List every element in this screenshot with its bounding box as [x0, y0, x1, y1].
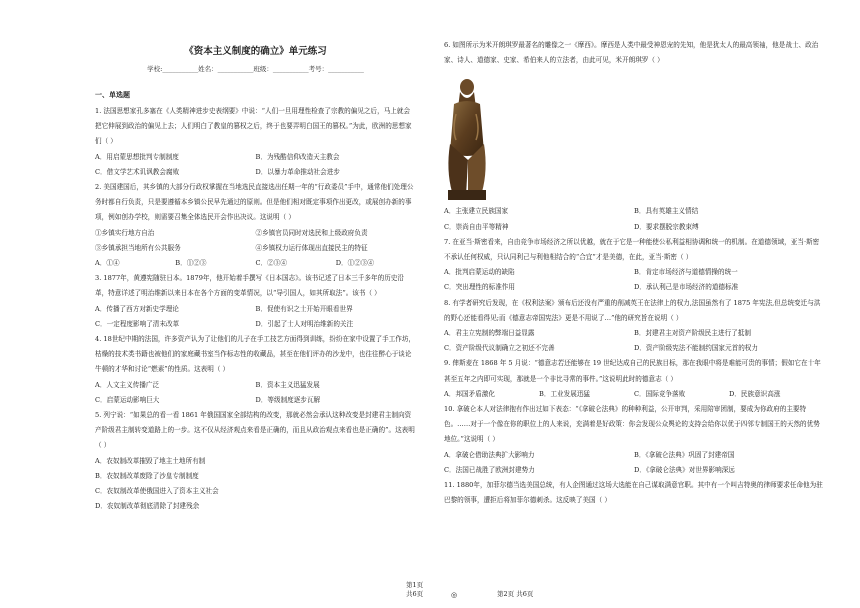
option-b: B．农奴制改革废除了沙皇专制制度 [95, 471, 199, 480]
page-1-footer: 第1页 共6页 [406, 581, 424, 598]
option-c: C．农奴制改革使俄国进入了资本主义社会 [95, 487, 219, 496]
option-a: A．传播了西方对新史学理论 [95, 304, 179, 313]
option-c: C．一定程度影响了清末改革 [95, 319, 180, 328]
option-d: D．资产阶级宪法不能制约国家元首的权力 [634, 344, 758, 353]
statement-1: ①乡镇实行地方自治 [95, 228, 155, 237]
page-1-content [0, 0, 430, 514]
binding-circle-icon: ◎ [451, 591, 458, 599]
page-2-footer: 第2页 共6页 [497, 590, 534, 598]
question-8-options [444, 326, 824, 356]
option-d: D．农奴制改革彻底清除了封建残余 [95, 502, 200, 511]
option-c: C．法国已战胜了欧洲封建势力 [444, 465, 535, 474]
option-c: C．②③④ [255, 259, 287, 268]
option-d: D．民族意识高涨 [729, 389, 781, 398]
option-a: A．拿破仑借助法典扩大影响力 [444, 450, 535, 459]
statement-2: ②乡镇官员同时对选民和上级政府负责 [255, 228, 368, 237]
option-a: A．君主立宪制的弊端日益显露 [444, 329, 535, 338]
option-a: A．用启蒙思想批判专制制度 [95, 152, 179, 161]
option-b: B．为残酷信仰改造天主教会 [255, 152, 340, 161]
student-info-line: 学校:___________姓名：___________班级：___________考号：___________ [147, 65, 364, 73]
option-b: B．具有英雄主义情结 [634, 207, 699, 216]
option-a: A．邦国矛盾激化 [444, 389, 495, 398]
option-c: C．借文学艺术讥讽教会腐败 [95, 167, 180, 176]
question-7-options [444, 265, 824, 295]
question-2-statements [95, 226, 416, 256]
option-a: A．人文主义传播广泛 [95, 380, 160, 389]
option-b: B．资本主义迅猛发展 [255, 380, 320, 389]
exam-page-2 [430, 0, 860, 608]
question-4-options [95, 378, 416, 408]
option-b: B．促使有识之士开始开眼看世界 [255, 304, 353, 313]
option-c: C．崇尚自由平等精神 [444, 222, 509, 231]
question-3-options [95, 302, 416, 332]
question-7: 7. 在亚当·斯密看来，自由竞争市场经济之所以优越，就在于它是一种能使公私利益相协调和统一的机制。在道德领域，亚当·斯密不承认任何权威，只认同利己与利他相结合的“合宜”才是美德，在此，亚当·斯密（ ） [444, 237, 820, 262]
question-3: 3. 1877年，黄遵宪随驻日本。1879年，他开始着手撰写《日本国志》。该书记述了日本三千多年的历史沿革，特意详述了明治维新以来日本在各个方面的变革情况，以“导引国人，如其所取法”。该书（ ） [95, 274, 404, 298]
option-b: B．工业发展迅猛 [539, 389, 591, 398]
statement-4: ④乡镇权力运行体现出直接民主的特征 [255, 243, 368, 252]
option-b: B．①②③ [175, 259, 207, 268]
option-d: D．等级制度逐步瓦解 [255, 395, 321, 404]
question-6: 6. 如图所示为米开朗琪罗最著名的雕像之一《摩西》。摩西是人类中最受神恩宠的先知，他是犹太人的最高领袖，他是战士、政治家、诗人、道德家、史家、希伯来人的立法者，由此可见，米开朗琪罗（ ） [444, 41, 819, 65]
option-d: D．引起了士人对明治维新的关注 [255, 319, 354, 328]
section-heading: 一、单选题 [95, 90, 130, 99]
option-a: A．①④ [95, 259, 120, 268]
question-6-options [444, 204, 824, 234]
question-10-options [444, 448, 824, 478]
question-9: 9. 俾斯麦在 1868 年 5 月说：“德意志若还能够在 19 世纪达成自己的民族目标，那在我眼中将是难能可贵的事情；假如它在十年甚至五年之内即可实现，那就是一个非比寻常的事件。”这说明此时的德意志（ ） [444, 359, 821, 383]
question-1-options [95, 150, 416, 180]
moses-statue-image [444, 74, 490, 202]
option-a: A．批判启蒙运动的缺陷 [444, 268, 515, 277]
option-a: A．主张建立民族国家 [444, 207, 509, 216]
question-10: 10. 拿破仑本人对法律抱有作出过如下表态：“《拿破仑法典》的种种利益，公开审判，采用陪审团制，要成为你政府的主要特色。……对于一个像在你的职位上的人来说，充满着是好政策：你会发现公众舆论的支持会给你以优于四邻专制国王的天然的优势地位。”这说明（ ） [444, 405, 820, 444]
option-b: B．肯定市场经济与道德情操的统一 [634, 268, 738, 277]
option-d: D．要求摆脱宗教束缚 [634, 222, 699, 231]
option-c: C．资产阶级代议制确立之初还不完善 [444, 344, 555, 353]
statement-3: ③乡镇承担当地所有公共服务 [95, 243, 181, 252]
question-5-options [95, 454, 416, 515]
option-b: B．封建君主对资产阶级民主进行了抵制 [634, 329, 751, 338]
question-9-options [444, 387, 824, 402]
option-c: C．国际竞争落败 [634, 389, 686, 398]
exam-title: 《资本主义制度的确立》单元练习 [184, 46, 327, 57]
question-4: 4. 18世纪中期的法国，许多资产认为了让他们的儿子在手工技艺方面得到训练，纷纷在家中设置了手工作坊，枯燥的技术类书籍也被他们的家庭藏书室当作标志性的收藏品，甚至在他们评办的沙龙中，也往往醉心于谈论牛顿的才华和讨论“燃素”的性质。这表明（ ） [95, 335, 416, 374]
question-8: 8. 有学者研究后发现，在《权利法案》颁布后还没有严重的削减英王在法律上的权力,法国虽然有了 1875 年宪法,但总统变迁与洪的野心还能看得见;而《德意志帝国宪法》更是不用说了…”他的研究旨在说明（ ） [444, 298, 821, 322]
question-2: 2. 美国建国后，其乡镇的大部分行政权掌握在当地选民直接选出任期一年的“行政委员”手中，通常他们处理公务时都自行负责，只是要遵循本乡镇公民早先通过的原则。但是他们相对既定事项作出更改，或展创办新的事项，例如创办学校，则需要召集全体选民开会作出决议。这说明（ ） [95, 183, 414, 222]
question-11: 11. 1880年，加菲尔德当选美国总统，有人企图通过这场大选能在自己谋取满意官职。其中有一个叫吉特奥的律师要求任命他为驻巴黎的领事，遭拒后将加菲尔德刺杀。这反映了美国（ ） [444, 481, 823, 505]
question-1: 1. 法国思想家孔多塞在《人类精神进步史表纲要》中说：“人们一旦用理性检查了宗教的偏见之后，马上就会把它伸展到政治的偏见上去；人们明白了教皇的篡权之后，终于也要弄明白国王的篡权。”为此，欧洲的思想家们（ ） [95, 107, 412, 146]
option-d: D．承认利己是市场经济的道德标准 [634, 283, 739, 292]
option-c: C．突出理性的标准作用 [444, 283, 515, 292]
option-d: D．①②③④ [335, 259, 375, 268]
question-5: 5. 列宁说：“如果总的看一看 1861 年俄国国家全部结构的改变，那就必然会承认这种改变是封建君主制向资产阶级君主制转变道路上的一步。这不仅从经济观点来看是正确的，而且从政治观点来看也是正确的”。这表明（ ） [95, 411, 415, 450]
question-2-options [95, 256, 416, 271]
option-b: B．《拿破仑法典》巩固了封建帝国 [634, 450, 735, 459]
option-d: D．《拿破仑法典》对世界影响深远 [634, 465, 735, 474]
option-d: D．以暴力革命推动社会进步 [255, 167, 340, 176]
option-a: A．农奴制改革摧毁了地主土地所有制 [95, 456, 206, 465]
option-c: C．启蒙运动影响巨大 [95, 395, 160, 404]
page-2-content [430, 0, 860, 508]
